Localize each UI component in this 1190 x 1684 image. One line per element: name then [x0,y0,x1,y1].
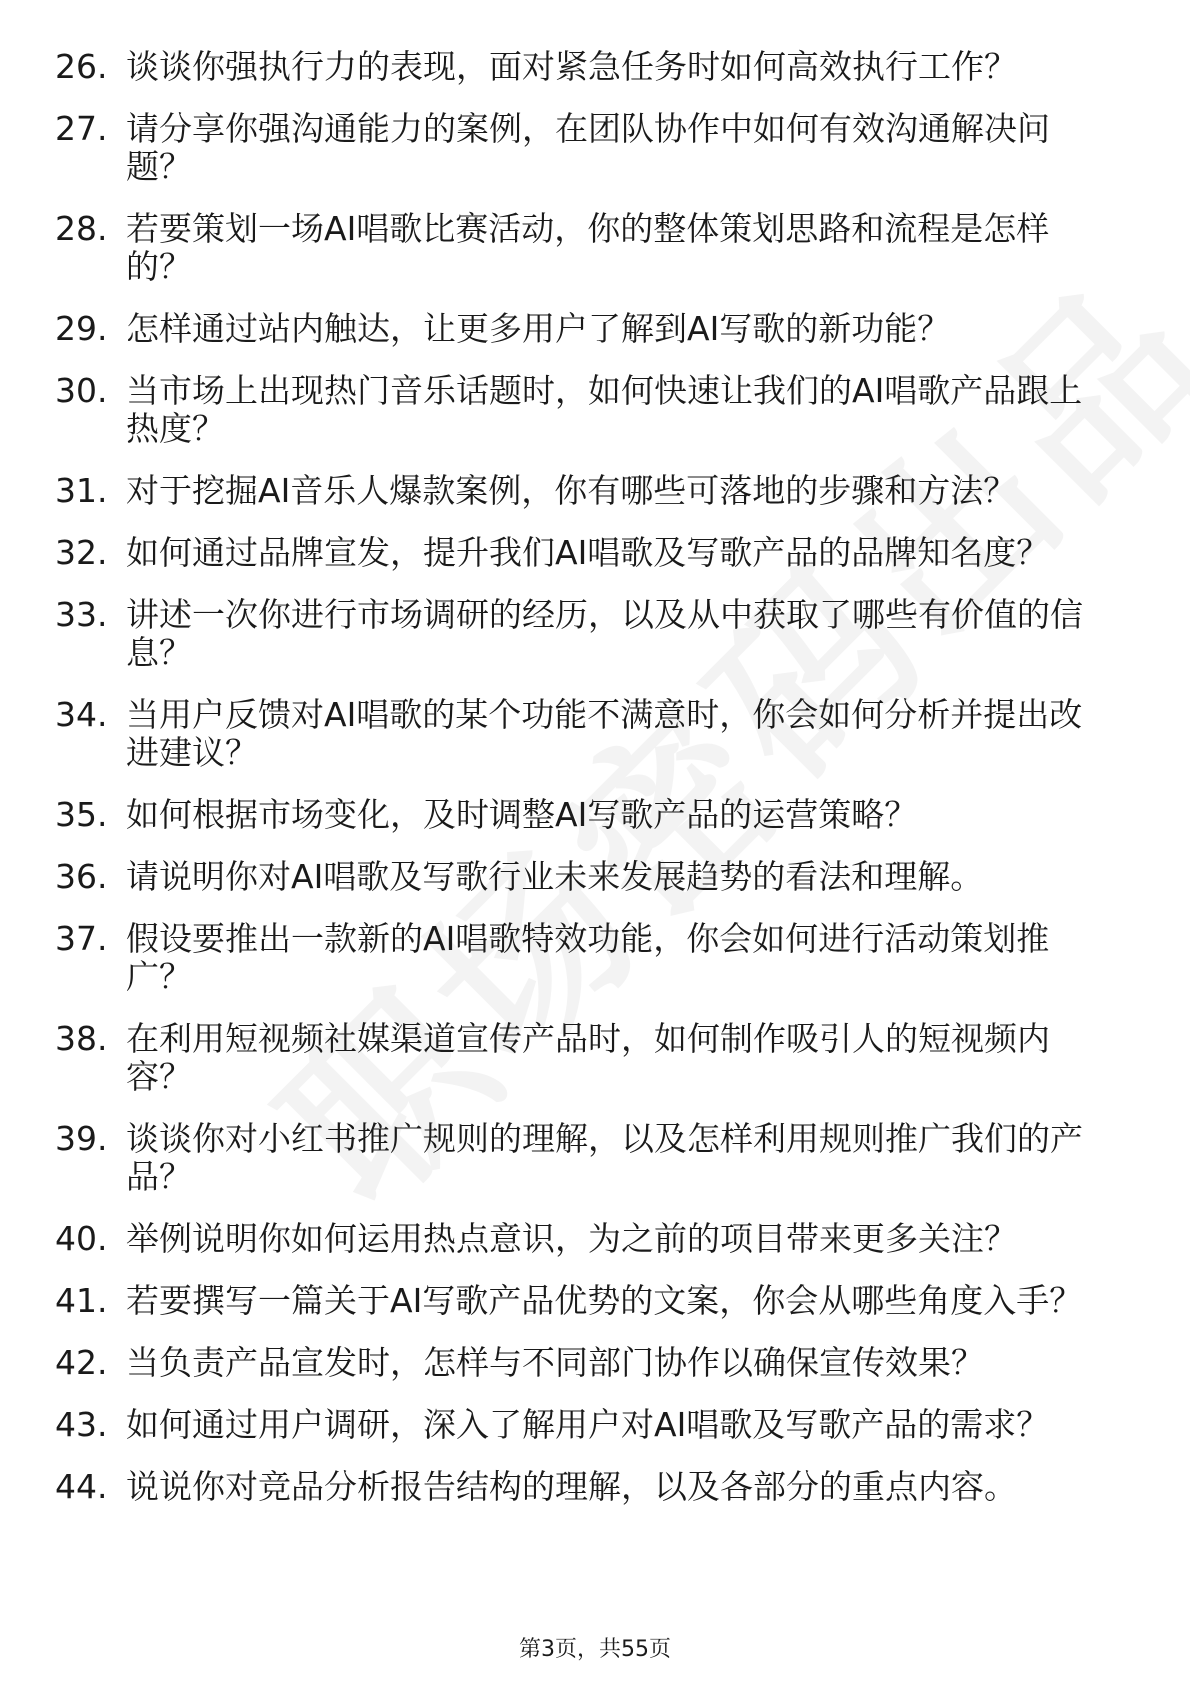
question-text: 如何通过品牌宣发，提升我们AI唱歌及写歌产品的品牌知名度？ [126,533,1050,572]
question-item [0,110,1190,186]
question-item [0,696,1190,772]
question-number: 43. [55,1405,108,1444]
question-item [0,372,1190,448]
question-text: 对于挖掘AI音乐人爆款案例，你有哪些可落地的步骤和方法？ [126,471,1017,510]
question-number: 42. [55,1343,108,1382]
question-text: 讲述一次你进行市场调研的经历，以及从中获取了哪些有价值的信息？ [126,595,1083,672]
question-number: 40. [55,1219,108,1258]
question-item [0,310,1190,348]
question-number: 37. [55,919,108,958]
question-text: 请说明你对AI唱歌及写歌行业未来发展趋势的看法和理解。 [126,857,984,896]
page-footer: 第3页，共55页 [519,1637,671,1662]
question-item [0,858,1190,896]
question-text: 举例说明你如何运用热点意识，为之前的项目带来更多关注？ [126,1219,1017,1258]
question-text: 如何根据市场变化，及时调整AI写歌产品的运营策略？ [126,795,918,834]
question-item [0,48,1190,86]
question-number: 28. [55,209,108,248]
question-item [0,472,1190,510]
question-item [0,596,1190,672]
question-list [0,48,1190,1530]
question-text: 如何通过用户调研，深入了解用户对AI唱歌及写歌产品的需求？ [126,1405,1050,1444]
question-number: 41. [55,1281,108,1320]
question-number: 31. [55,471,108,510]
question-text: 在利用短视频社媒渠道宣传产品时，如何制作吸引人的短视频内容？ [126,1019,1050,1096]
question-item [0,1020,1190,1096]
question-item [0,1220,1190,1258]
question-number: 44. [55,1467,108,1506]
question-text: 谈谈你对小红书推广规则的理解，以及怎样利用规则推广我们的产品？ [126,1119,1083,1196]
question-number: 36. [55,857,108,896]
question-item [0,1282,1190,1320]
question-number: 35. [55,795,108,834]
question-number: 27. [55,109,108,148]
question-text: 谈谈你强执行力的表现，面对紧急任务时如何高效执行工作？ [126,47,1017,86]
question-number: 26. [55,47,108,86]
question-text: 当负责产品宣发时，怎样与不同部门协作以确保宣传效果？ [126,1343,984,1382]
question-number: 32. [55,533,108,572]
question-text: 假设要推出一款新的AI唱歌特效功能，你会如何进行活动策划推广？ [126,919,1050,996]
question-text: 当用户反馈对AI唱歌的某个功能不满意时，你会如何分析并提出改进建议？ [126,695,1083,772]
question-number: 39. [55,1119,108,1158]
question-number: 38. [55,1019,108,1058]
question-number: 34. [55,695,108,734]
question-item [0,1468,1190,1506]
question-text: 请分享你强沟通能力的案例，在团队协作中如何有效沟通解决问题？ [126,109,1050,186]
question-text: 说说你对竞品分析报告结构的理解，以及各部分的重点内容。 [126,1467,1017,1506]
question-text: 当市场上出现热门音乐话题时，如何快速让我们的AI唱歌产品跟上热度？ [126,371,1083,448]
question-item [0,796,1190,834]
question-number: 33. [55,595,108,634]
question-text: 若要撰写一篇关于AI写歌产品优势的文案，你会从哪些角度入手？ [126,1281,1083,1320]
question-item [0,920,1190,996]
question-item [0,1344,1190,1382]
question-number: 29. [55,309,108,348]
question-item [0,1406,1190,1444]
question-number: 30. [55,371,108,410]
question-item [0,1120,1190,1196]
question-item [0,210,1190,286]
question-text: 若要策划一场AI唱歌比赛活动，你的整体策划思路和流程是怎样的？ [126,209,1050,286]
question-text: 怎样通过站内触达，让更多用户了解到AI写歌的新功能？ [126,309,951,348]
question-item [0,534,1190,572]
